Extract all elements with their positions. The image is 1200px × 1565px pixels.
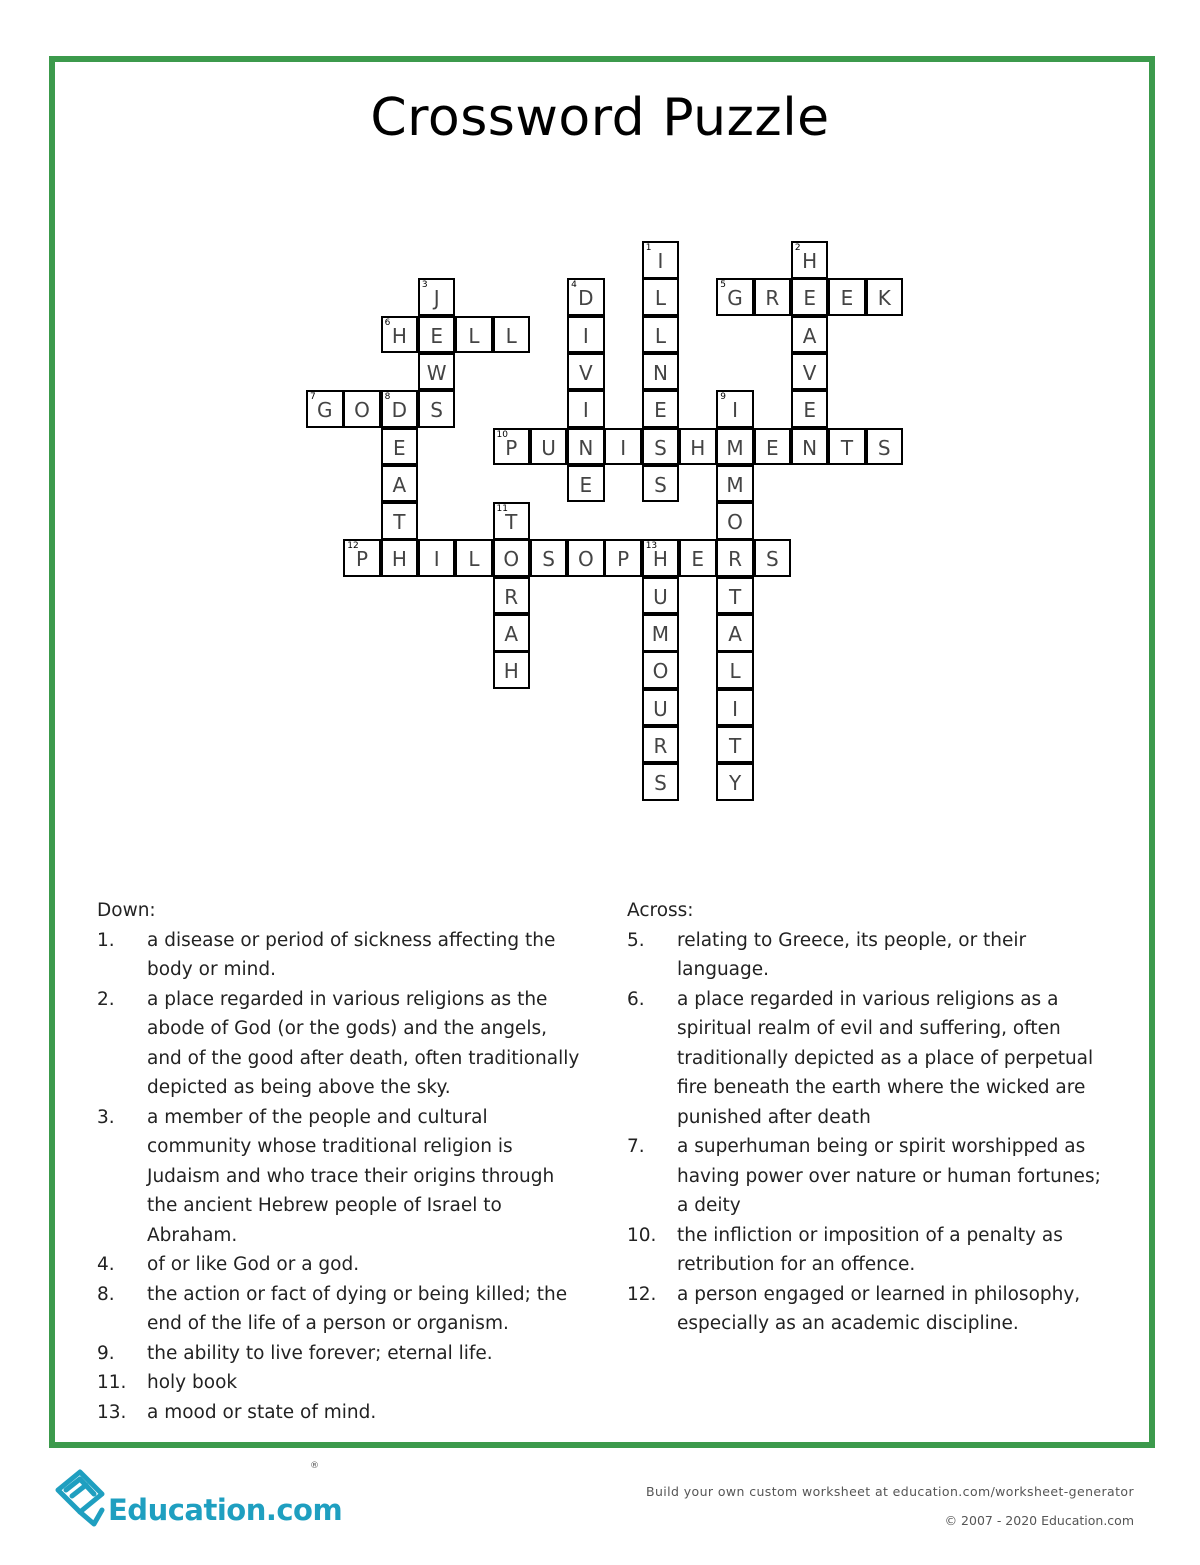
grid-cell [716, 763, 754, 801]
cell-letter: O [652, 659, 669, 684]
clue-text: holy book [147, 1372, 238, 1393]
down-clue [97, 1339, 587, 1369]
grid-cell [343, 539, 381, 577]
grid-cell [381, 539, 419, 577]
cell-letter: E [654, 398, 667, 423]
cell-letter: E [579, 472, 593, 497]
grid-cell [754, 428, 792, 466]
grid-cell [455, 316, 493, 354]
cell-letter: O [577, 547, 594, 572]
cell-letter: J [433, 286, 440, 311]
across-clues [627, 896, 1117, 1339]
cell-letter: W [426, 360, 447, 385]
clue-text: the infliction or imposition of a penalty as retribution for an offence. [677, 1224, 1063, 1275]
cell-letter: P [617, 547, 630, 572]
registered-mark: ® [310, 1461, 319, 1471]
cell-letter: T [728, 584, 742, 609]
cell-letter: E [393, 435, 406, 460]
cell-letter: A [504, 622, 519, 646]
grid-cell [642, 651, 680, 689]
clue-text: a place regarded in various religions as the abode of God (or the gods) and the angels, and of the good after death, often traditionally depicted as being above the sky. [147, 988, 580, 1098]
cell-letter: T [840, 435, 854, 460]
grid-cell [306, 390, 344, 428]
grid-cell [791, 316, 829, 354]
grid-cell [604, 539, 642, 577]
grid-cell [716, 502, 754, 540]
grid-cell [679, 428, 717, 466]
grid-cell [493, 316, 531, 354]
cell-letter: H [690, 435, 706, 460]
down-heading: Down: [97, 900, 156, 921]
across-clue [627, 926, 1117, 985]
grid-cell [567, 428, 605, 466]
cell-letter: K [877, 286, 891, 311]
cell-letter: H [652, 547, 668, 572]
grid-cell [381, 502, 419, 540]
cell-letter: T [505, 510, 518, 535]
grid-cell [642, 539, 680, 577]
grid-cell [381, 316, 419, 354]
grid-cell [567, 353, 605, 391]
grid-cell [679, 539, 717, 577]
across-clue [627, 1132, 1117, 1221]
cell-letter: E [803, 286, 816, 311]
grid-cell [716, 726, 754, 764]
cell-letter: V [579, 360, 593, 385]
cell-letter: S [654, 435, 667, 460]
grid-cell [642, 577, 680, 615]
grid-cell [418, 353, 456, 391]
grid-cell [866, 278, 904, 316]
cell-letter: M [651, 622, 670, 646]
cell-letter: I [732, 398, 738, 423]
grid-cell [642, 726, 680, 764]
cell-number: 9 [720, 392, 727, 403]
cell-letter: I [433, 547, 440, 572]
cell-letter: Y [728, 771, 742, 796]
cell-number: 3 [421, 280, 428, 291]
clue-text: the ability to live forever; eternal life. [147, 1342, 493, 1364]
grid-cell [791, 353, 829, 391]
grid-cell [754, 278, 792, 316]
grid-cell [642, 241, 680, 279]
cell-letter: G [727, 286, 743, 311]
grid-cell [716, 278, 754, 316]
cell-letter: E [766, 435, 779, 460]
cell-letter: T [728, 733, 742, 758]
cell-letter: L [468, 547, 480, 572]
cell-letter: E [691, 547, 705, 572]
cell-letter: E [803, 398, 816, 423]
cell-letter: I [582, 398, 589, 423]
cell-letter: D [578, 286, 594, 311]
cell-letter: H [503, 659, 519, 684]
grid-cell [642, 689, 680, 727]
across-clue [627, 1221, 1117, 1280]
clue-text: the action or fact of dying or being killed; the end of the life of a person or organism. [147, 1283, 568, 1334]
cell-letter: R [728, 547, 742, 572]
footer-copyright: © 2007 - 2020 Education.com [944, 1513, 1134, 1528]
across-clue [627, 985, 1117, 1133]
clue-text: a place regarded in various religions as a spiritual realm of evil and suffering, often traditionally depicted as a place of perpetual fire beneath the earth where the wicked are punished after death [677, 988, 1094, 1128]
cell-letter: I [732, 696, 738, 721]
down-clue [97, 1368, 587, 1398]
grid-cell [642, 614, 680, 652]
grid-cell [828, 428, 866, 466]
grid-cell [716, 428, 754, 466]
cell-number: 8 [384, 392, 391, 403]
cell-letter: L [729, 659, 741, 684]
cell-letter: U [541, 435, 556, 460]
cell-letter: P [505, 435, 518, 460]
clue-number: 5. [627, 929, 645, 951]
footer-tagline[interactable]: Build your own custom worksheet at education.com/worksheet-generator [646, 1484, 1134, 1499]
grid-cell [567, 539, 605, 577]
cell-letter: E [430, 323, 443, 348]
cell-letter: S [877, 435, 891, 460]
cell-letter: H [802, 249, 818, 273]
across-clue [627, 1280, 1117, 1339]
clue-text: a superhuman being or spirit worshipped as having power over nature or human fortunes; a deity [677, 1136, 1101, 1216]
grid-cell [642, 763, 680, 801]
clue-number: 6. [627, 988, 645, 1010]
grid-cell [791, 390, 829, 428]
down-clue [97, 985, 587, 1103]
grid-cell [567, 278, 605, 316]
cell-number: 1 [645, 243, 652, 253]
cell-letter: E [840, 286, 854, 311]
cell-letter: O [503, 547, 520, 572]
cell-letter: M [726, 472, 744, 497]
clue-number: 11. [97, 1372, 127, 1393]
grid-cell [343, 390, 381, 428]
down-clue [97, 926, 587, 985]
grid-cell [418, 390, 456, 428]
grid-cell [567, 316, 605, 354]
grid-cell [716, 465, 754, 503]
clue-text: a mood or state of mind. [147, 1401, 377, 1423]
clue-number: 2. [97, 988, 115, 1010]
clue-text: a member of the people and cultural community whose traditional religion is Judaism and who trace their origins through the ancient Hebrew people of Israel to Abraham. [147, 1106, 555, 1246]
grid-cell [567, 390, 605, 428]
cell-letter: P [356, 547, 369, 572]
cell-letter: D [391, 398, 408, 423]
grid-cell [530, 428, 568, 466]
grid-cell [604, 428, 642, 466]
grid-cell [642, 316, 680, 354]
grid-cell [716, 539, 754, 577]
grid-cell [381, 465, 419, 503]
cell-letter: N [652, 360, 668, 385]
down-clue-list [97, 926, 587, 1428]
grid-cell [493, 539, 531, 577]
cell-letter: S [765, 547, 779, 572]
grid-cell [716, 390, 754, 428]
cell-number: 5 [720, 280, 727, 291]
clue-number: 1. [97, 929, 115, 951]
grid-cell [791, 278, 829, 316]
cell-letter: I [582, 323, 589, 348]
cell-letter: L [468, 323, 480, 348]
page-title: Crossword Puzzle [370, 88, 830, 148]
grid-cell [716, 577, 754, 615]
cell-letter: M [726, 435, 744, 460]
grid-cell [567, 465, 605, 503]
cell-letter: I [657, 249, 664, 273]
grid-cell [754, 539, 792, 577]
clue-number: 10. [627, 1224, 657, 1246]
grid-cell [455, 539, 493, 577]
clue-number: 13. [97, 1401, 127, 1423]
grid-cell [828, 278, 866, 316]
cell-number: 2 [794, 243, 801, 253]
across-heading: Across: [627, 900, 694, 921]
across-clue-list [627, 926, 1117, 1339]
down-clue [97, 1398, 587, 1428]
cell-letter: N [802, 435, 818, 460]
cell-number: 11 [496, 504, 508, 515]
clue-number: 12. [627, 1283, 657, 1305]
grid-cell [642, 428, 680, 466]
cell-letter: G [317, 398, 333, 423]
grid-cell [418, 316, 456, 354]
cell-number: 12 [347, 541, 359, 552]
cell-letter: S [654, 472, 667, 497]
grid-cell [642, 353, 680, 391]
cell-letter: U [653, 584, 668, 609]
cell-number: 10 [496, 429, 508, 440]
grid-cell [530, 539, 568, 577]
grid-cell [642, 278, 680, 316]
grid-cell [493, 428, 531, 466]
cell-letter: O [354, 398, 370, 423]
grid-cell [791, 428, 829, 466]
cell-letter: H [391, 547, 407, 572]
cell-letter: R [653, 733, 668, 758]
grid-cell [381, 428, 419, 466]
cell-letter: H [391, 323, 407, 348]
down-clue [97, 1280, 587, 1339]
cell-number: 6 [384, 317, 391, 328]
grid-cell [493, 651, 531, 689]
grid-cell [791, 241, 829, 279]
cell-letter: A [392, 472, 407, 497]
clue-number: 8. [97, 1283, 115, 1305]
logo-wordmark[interactable]: Education.com [108, 1493, 343, 1527]
cell-letter: O [727, 510, 743, 535]
cell-letter: T [393, 510, 406, 535]
grid-cell [493, 614, 531, 652]
grid-cell [716, 614, 754, 652]
grid-cell [866, 428, 904, 466]
cell-number: 7 [310, 392, 316, 403]
cell-letter: S [654, 771, 667, 796]
cell-letter: A [728, 622, 742, 646]
clue-number: 4. [97, 1254, 115, 1275]
grid-cell [381, 390, 419, 428]
clue-number: 3. [97, 1106, 115, 1128]
cell-letter: V [802, 360, 817, 385]
grid-cell [642, 465, 680, 503]
grid-cell [418, 278, 456, 316]
cell-letter: A [802, 323, 817, 348]
grid-cell [493, 577, 531, 615]
clue-number: 9. [97, 1342, 115, 1364]
cell-number: 4 [571, 280, 577, 291]
clue-number: 7. [627, 1136, 645, 1157]
cell-letter: N [578, 435, 594, 460]
grid-cell [716, 651, 754, 689]
cell-letter: S [430, 398, 443, 423]
cell-letter: L [654, 323, 667, 348]
down-clue [97, 1250, 587, 1280]
cell-number: 13 [645, 541, 658, 552]
cell-letter: L [505, 323, 517, 348]
grid-cell [418, 539, 456, 577]
clue-text: of or like God or a god. [147, 1254, 360, 1275]
cell-letter: L [654, 286, 667, 311]
grid-cell [493, 502, 531, 540]
grid-cell [642, 390, 680, 428]
clue-text: a person engaged or learned in philosophy, especially as an academic discipline. [677, 1283, 1081, 1334]
cell-letter: R [765, 286, 780, 311]
cell-letter: I [620, 435, 627, 460]
cell-letter: S [542, 547, 555, 572]
cell-letter: R [504, 584, 519, 609]
clue-text: a disease or period of sickness affecting the body or mind. [147, 929, 556, 980]
grid-cell [716, 689, 754, 727]
cell-letter: U [653, 696, 668, 721]
down-clue [97, 1103, 587, 1251]
down-clues [97, 896, 587, 1441]
clue-text: relating to Greece, its people, or their language. [677, 929, 1027, 980]
